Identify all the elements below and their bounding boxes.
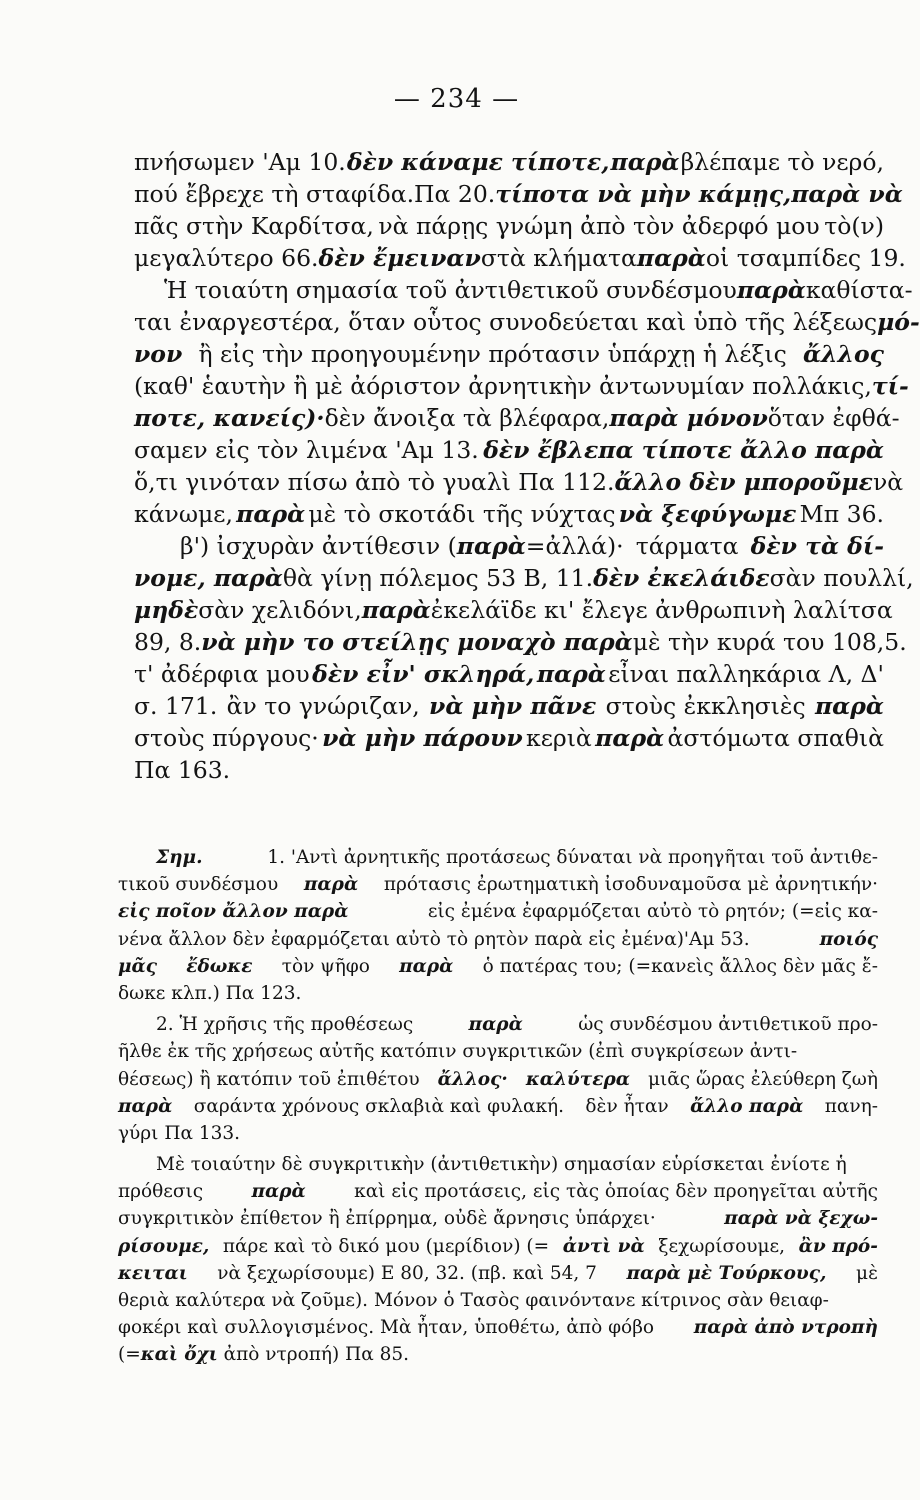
text-segment: τὸν ψῆφο	[281, 955, 370, 977]
text-segment: σαράντα χρόνους σκλαβιὰ καὶ φυλακή.	[193, 1095, 565, 1117]
text-segment: 89, 8.	[134, 628, 202, 656]
emphasis: δὲν ἔμειναν	[318, 244, 481, 272]
text-line	[134, 530, 884, 562]
text-segment: νένα ἄλλον δὲν ἐφαρμόζεται αὐτὸ τὸ ρητὸν παρὰ εἰς ἐμένα)'Αμ 53.	[118, 928, 750, 950]
emphasis: ρίσουμε,	[118, 1235, 210, 1257]
emphasis: παρὰ	[536, 660, 606, 688]
text-line	[134, 498, 884, 530]
note-line	[118, 1260, 878, 1287]
text-segment: ἂν το γνώριζαν,	[226, 692, 420, 720]
text-line	[134, 210, 884, 242]
text-segment: Ἡ τοιαύτη σημασία τοῦ ἀντιθετικοῦ συνδέσμου	[164, 276, 737, 304]
text-segment: σὰν χελιδόνι,	[198, 596, 362, 624]
emphasis: παρὰ νὰ	[791, 180, 903, 208]
note-line	[118, 926, 878, 953]
text-line	[134, 242, 906, 274]
emphasis: δὲν τὰ δί-	[750, 532, 884, 560]
emphasis: μηδὲ	[134, 596, 199, 624]
note-line	[118, 1178, 878, 1205]
note-line	[118, 1314, 878, 1341]
text-segment: τικοῦ συνδέσμου	[118, 874, 279, 896]
text-segment: τάρματα	[635, 532, 739, 560]
emphasis: νὰ μὴν πᾶνε	[429, 692, 597, 720]
text-segment: θεριὰ καλύτερα νὰ ζοῦμε). Μόνον ὁ Τασὸς φαινόντανε κίτρινος σὰν θειαφ-	[118, 1290, 829, 1311]
text-segment: (=	[118, 1344, 141, 1366]
note-label: Σημ.	[156, 847, 203, 868]
emphasis: παρὰ	[251, 1181, 306, 1203]
emphasis: καὶ ὄχι	[140, 1344, 218, 1366]
text-segment: δὲν ἄνοιξα τὰ βλέφαρα,	[324, 404, 610, 432]
emphasis: τίποτα νὰ μὴν κάμῃς,	[495, 180, 792, 208]
text-segment: θέσεως) ἢ κατόπιν τοῦ ἐπιθέτου	[118, 1068, 420, 1090]
emphasis: μᾶς	[118, 955, 158, 977]
text-segment: πᾶς στὴν Καρδίτσα,	[134, 212, 374, 240]
text-segment: οἱ τσαμπίδες 19.	[705, 244, 906, 272]
text-segment: νὰ ξεχωρίσουμε) Ε 80, 32. (πβ. καὶ 54, 7	[217, 1262, 597, 1284]
text-segment: 2. Ἡ χρῆσις τῆς προθέσεως	[156, 1014, 414, 1036]
text-segment: φοκέρι καὶ συλλογισμένος. Μὰ ἦταν, ὑποθέτω, ἀπὸ φόβο	[118, 1317, 655, 1339]
text-segment: ὅταν ἐφθά-	[767, 404, 900, 432]
text-segment: ἢ εἰς τὴν προηγουμένην πρότασιν ὑπάρχῃ ἡ λέξις	[198, 340, 787, 368]
text-segment: συγκριτικὸν ἐπίθετον ἢ ἐπίρρημα, οὐδὲ ἄρνησις ὑπάρχει·	[118, 1208, 656, 1230]
note-line	[118, 1066, 878, 1093]
text-segment: κάνωμε,	[134, 500, 233, 528]
text-segment: τὸ(ν)	[824, 212, 884, 240]
text-segment: πνήσωμεν 'Αμ 10.	[134, 148, 346, 176]
emphasis: παρὰ	[361, 596, 431, 624]
text-segment: δωκε κλπ.) Πα 123.	[118, 982, 302, 1004]
note-line	[118, 1205, 878, 1232]
note-line	[118, 1120, 878, 1147]
emphasis: παρὰ	[814, 692, 884, 720]
emphasis: δὲν κάναμε τίποτε,	[346, 148, 610, 176]
text-line	[134, 370, 909, 402]
text-line	[134, 562, 914, 594]
text-segment: δὲν ἦταν	[585, 1095, 669, 1117]
text-segment: ἀστόμωτα σπαθιὰ	[667, 724, 884, 752]
text-segment: στοὺς πύργους·	[134, 724, 319, 752]
text-line	[134, 434, 884, 466]
emphasis: νὰ μὴν το στείλῃς μοναχὸ παρὰ	[201, 628, 633, 656]
emphasis: κειται	[118, 1262, 188, 1284]
note-line	[118, 871, 878, 898]
text-line	[134, 274, 913, 306]
text-segment: ξεχωρίσουμε,	[658, 1235, 785, 1257]
text-segment: 1. 'Αντὶ ἀρνητικῆς προτάσεως δύναται νὰ προηγῆται τοῦ ἀντιθε-	[267, 847, 878, 868]
text-segment: εἶναι παλληκάρια Λ, Δ'	[608, 660, 884, 688]
text-segment: νὰ	[872, 468, 904, 496]
text-segment: (καθ' ἑαυτὴν ἢ μὲ ἀόριστον ἀρνητικὴν ἀντωνυμίαν πολλάκις,	[134, 372, 872, 400]
text-segment: ὁ πατέρας του; (=κανεὶς ἄλλος δὲν μᾶς ἔ-	[482, 955, 878, 977]
note-line	[118, 898, 878, 925]
text-segment: κεριὰ	[526, 724, 592, 752]
text-segment: σ. 171.	[134, 692, 218, 720]
emphasis: ἄλλο δὲν μποροῦμε	[614, 468, 873, 496]
text-segment: ται ἐναργεστέρα, ὅταν οὗτος συνοδεύεται καὶ ὑπὸ τῆς λέξεως	[134, 308, 878, 336]
text-line	[134, 402, 900, 434]
text-line	[134, 690, 884, 722]
text-segment: ῆλθε ἐκ τῆς χρήσεως αὐτῆς κατόπιν συγκριτικῶν (ἐπὶ συγκρίσεων ἀντι-	[118, 1041, 798, 1063]
emphasis: μό-	[877, 308, 920, 336]
emphasis: ἂν πρό-	[798, 1235, 878, 1257]
text-segment: μὲ	[856, 1262, 878, 1284]
text-line	[134, 626, 907, 658]
text-line	[134, 594, 893, 626]
note-line	[118, 953, 878, 980]
note-line	[118, 1038, 878, 1065]
emphasis: παρὰ	[610, 148, 680, 176]
emphasis: καλύτερα	[525, 1068, 631, 1090]
text-segment: Πα 163.	[134, 756, 231, 784]
text-segment: μεγαλύτερο 66.	[134, 244, 319, 272]
emphasis: παρὰ	[636, 244, 706, 272]
text-segment: ἐκελάϊδε κι' ἔλεγε ἀνθρωπινὴ λαλίτσα	[430, 596, 893, 624]
text-segment: βλέπαμε τὸ νερό,	[680, 148, 884, 176]
main-text	[134, 146, 920, 786]
text-segment: Μὲ τοιαύτην δὲ συγκριτικὴν (ἀντιθετικὴν) σημασίαν εὑρίσκεται ἐνίοτε ἡ	[156, 1154, 847, 1176]
emphasis: νὰ ξεφύγωμε	[618, 500, 797, 528]
emphasis: παρὰ	[595, 724, 665, 752]
text-line	[134, 306, 920, 338]
text-segment: πρότασις ἐρωτηματικὴ ἰσοδυναμοῦσα μὲ ἀρνητικήν·	[383, 874, 878, 896]
emphasis: νὰ μὴν πάρουν	[322, 724, 523, 752]
emphasis: παρὰ ἀπὸ ντροπὴ	[693, 1317, 878, 1339]
note-line	[118, 1151, 878, 1178]
emphasis: παρὰ	[303, 874, 359, 896]
text-line	[134, 338, 884, 370]
emphasis: εἰς ποῖον ἄλλον παρὰ	[118, 901, 349, 923]
text-line	[134, 178, 903, 210]
text-segment: στὰ κλήματα	[480, 244, 637, 272]
text-line	[134, 146, 884, 178]
emphasis: παρὰ μόνον	[609, 404, 768, 432]
text-segment: καὶ εἰς προτάσεις, εἰς τὰς ὁποίας δὲν προηγεῖται αὐτῆς	[354, 1181, 878, 1203]
text-segment: μὲ τὸ σκοτάδι τῆς νύχτας	[308, 500, 616, 528]
emphasis: ἀντὶ νὰ	[562, 1235, 645, 1257]
note-line	[118, 844, 878, 871]
emphasis: τί-	[871, 372, 909, 400]
text-segment: εἰς ἐμένα ἐφαρμόζεται αὐτὸ τὸ ρητόν; (=εἰς κα-	[427, 901, 878, 923]
text-line	[134, 466, 904, 498]
emphasis: δὲν ἔβλεπα τίποτε ἄλλο παρὰ	[483, 436, 884, 464]
text-segment: πάρε καὶ τὸ δικό μου (μερίδιον) (=	[222, 1235, 550, 1257]
notes-section	[118, 844, 878, 1369]
emphasis: νον	[134, 340, 183, 368]
note-line	[118, 1011, 878, 1038]
text-segment: θὰ γίνῃ πόλεμος 53 Β, 11.	[282, 564, 594, 592]
text-segment: νὰ πάρῃς γνώμη ἀπὸ τὸν ἀδερφό μου	[378, 212, 820, 240]
text-segment: Πα 20.	[414, 180, 496, 208]
text-segment: σὰν πουλλί,	[769, 564, 914, 592]
emphasis: ἄλλος	[802, 340, 884, 368]
emphasis: ἄλλο παρὰ	[690, 1095, 804, 1117]
text-line	[134, 722, 884, 754]
text-segment: τ' ἀδέρφια μου	[134, 660, 310, 688]
text-segment: μιᾶς ὥρας ἐλεύθερη ζωὴ	[648, 1068, 878, 1090]
emphasis: παρὰ	[236, 500, 306, 528]
text-segment: ὅ,τι γινόταν πίσω ἀπὸ τὸ γυαλὶ Πα 112.	[134, 468, 615, 496]
text-segment: πρόθεσις	[118, 1181, 204, 1203]
emphasis: παρὰ	[456, 532, 526, 560]
note-line	[118, 980, 878, 1007]
text-segment: ὡς συνδέσμου ἀντιθετικοῦ προ-	[578, 1014, 878, 1036]
emphasis: νομε, παρὰ	[134, 564, 283, 592]
text-segment: πανη-	[824, 1095, 878, 1117]
emphasis: ποτε, κανείς)·	[134, 404, 325, 432]
emphasis: παρὰ	[399, 955, 454, 977]
note-line	[118, 1341, 878, 1368]
text-segment: στοὺς ἐκκλησιὲς	[605, 692, 806, 720]
text-segment: πού ἔβρεχε τὴ σταφίδα.	[134, 180, 415, 208]
text-segment: Μπ 36.	[799, 500, 884, 528]
note-line	[118, 1093, 878, 1120]
emphasis: δὲν εἶν' σκληρά,	[312, 660, 535, 688]
text-line	[134, 658, 884, 690]
text-segment: σαμεν εἰς τὸν λιμένα 'Αμ 13.	[134, 436, 479, 464]
page-number: — 234 —	[393, 84, 520, 114]
text-segment: μὲ τὴν κυρά του 108,5.	[632, 628, 907, 656]
emphasis: παρὰ νὰ ξεχω-	[724, 1208, 878, 1230]
text-segment: β') ἰσχυρὰν ἀντίθεσιν (παρὰ=ἀλλά)·	[180, 532, 624, 560]
text-segment: καθίστα-	[805, 276, 913, 304]
emphasis: ἔδωκε	[186, 955, 253, 977]
note-line	[118, 1287, 878, 1314]
emphasis: παρὰ μὲ Τούρκους,	[626, 1262, 827, 1284]
emphasis: παρὰ	[118, 1095, 173, 1117]
text-segment: γύρι Πα 133.	[118, 1122, 241, 1144]
emphasis: παρὰ	[468, 1014, 523, 1036]
note-line	[118, 1233, 878, 1260]
text-segment: ἀπὸ ντροπή) Πα 85.	[223, 1344, 410, 1366]
emphasis: παρὰ	[736, 276, 806, 304]
emphasis: δὲν ἐκελάιδε	[593, 564, 770, 592]
emphasis: ἄλλος·	[437, 1068, 508, 1090]
emphasis: ποιός	[819, 928, 878, 950]
text-line	[134, 754, 884, 786]
